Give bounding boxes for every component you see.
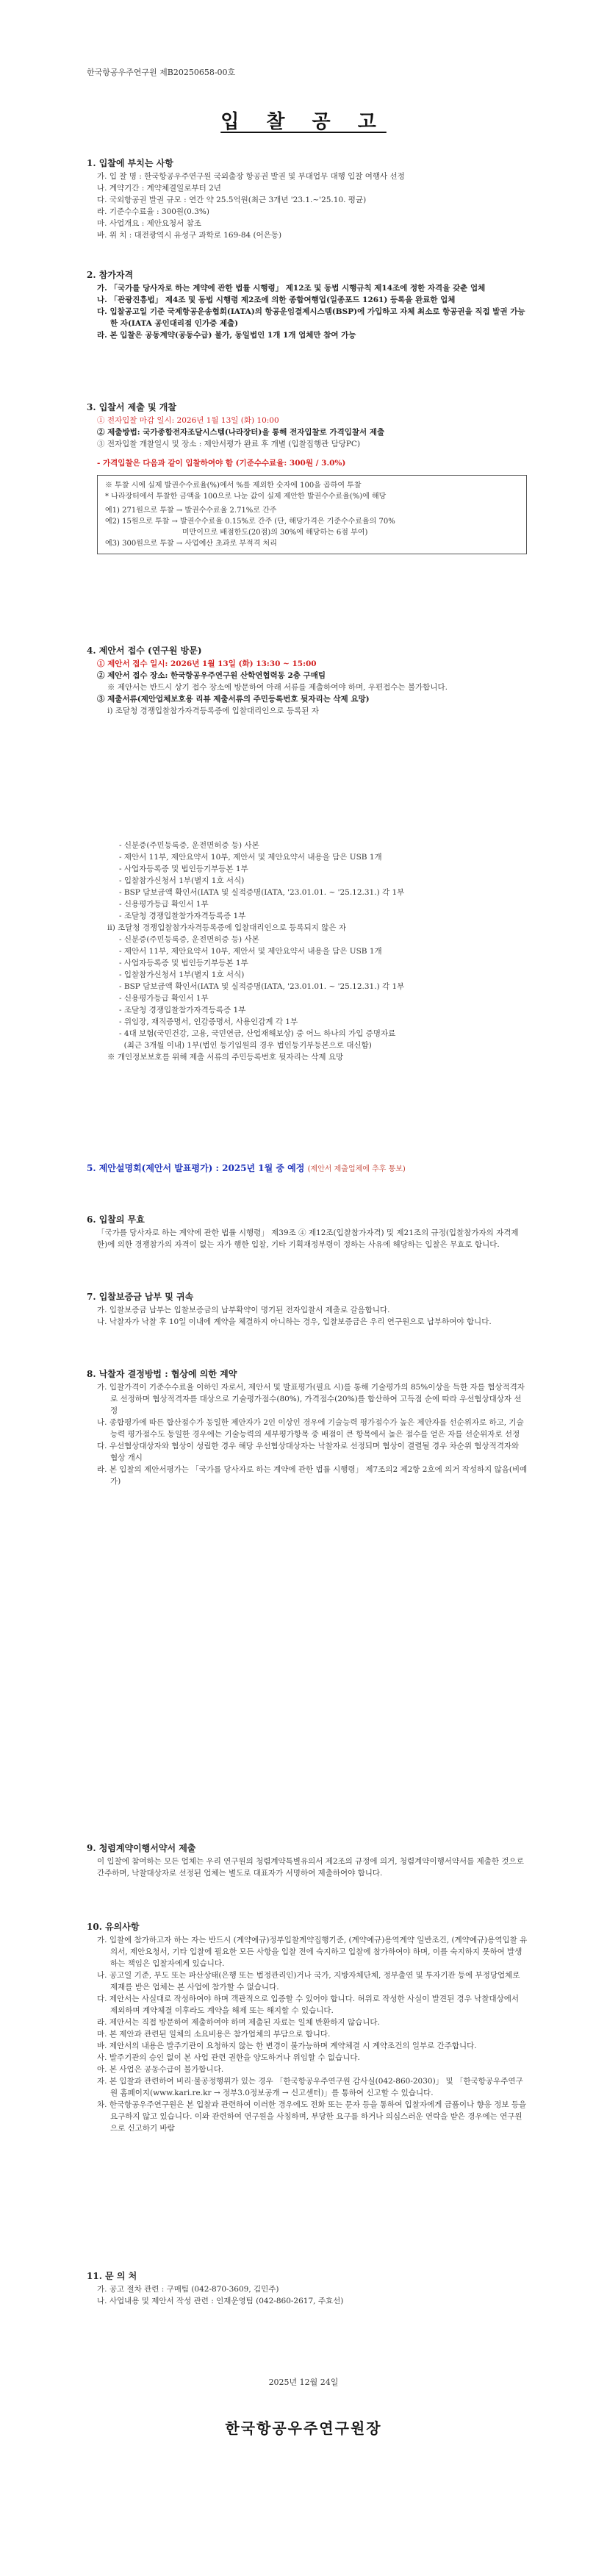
proposal-period: ① 제안서 접수 일시: 2026년 1월 13일 (화) 13:30 ~ 15:00 xyxy=(97,659,317,668)
section-line: 가. 입찰에 참가하고자 하는 자는 반드시 (계약예규)정부입찰계약집행기준, (계약예규)용역계약 일반조건, (계약예규)용역입찰 유의서, 제안요청서, 기타 입찰에 필요한 모든 사항을 입찰 전에 숙지하고 입찰에 참가하여야 하며, 이를 숙지하지 못하여 발생하는 책임은 입찰자에게 있습니다. xyxy=(97,1936,528,1968)
section-line: 나. 낙찰자가 낙찰 후 10일 이내에 계약을 체결하지 아니하는 경우, 입찰보증금은 우리 연구원으로 납부하여야 합니다. xyxy=(97,1317,492,1326)
section-line: 자. 본 입찰과 관련하여 비리·불공정행위가 있는 경우 「한국항공우주연구원 감사실(042-860-2030)」 및 「한국항공우주연구원 홈페이지(www.kari.re.kr → 정부3.0정보공개 → 신고센터)」를 통하여 신고할 수 있습니다. xyxy=(97,2077,523,2097)
qualification-item: 라. 본 입찰은 공동계약(공동수급) 불가, 동일법인 1개 1개 업체만 참여 가능 xyxy=(97,331,356,340)
section-line: 가. 입 찰 명 : 한국항공우주연구원 국외출장 항공권 발권 및 부대업무 대행 입찰 여행사 선정 xyxy=(97,172,405,181)
proposal-place: ② 제안서 접수 장소: 한국항공우주연구원 산학연협력동 2층 구매팀 xyxy=(97,671,326,680)
doc-item: - BSP 담보금액 확인서(IATA 및 실적증명(IATA, '23.01.01. ~ '25.12.31.) 각 1부 xyxy=(119,982,405,991)
box-line: 예3) 300원으로 투찰 → 사업예산 초과로 부적격 처리 xyxy=(105,540,277,548)
section-line: 마. 본 제안과 관련된 일체의 소요비용은 참가업체의 부담으로 합니다. xyxy=(97,2030,331,2039)
opening-info: ③ 전자입찰 개찰일시 및 장소 : 제안서평가 완료 후 개별 (입찰집행관 담당PC) xyxy=(97,440,361,448)
section-heading xyxy=(87,1162,528,1176)
section-heading: 1. 입찰에 부치는 사항 xyxy=(87,158,173,168)
section-line: 아. 본 사업은 공동수급이 불가합니다. xyxy=(97,2065,224,2074)
section-line: 사. 발주기관의 승인 없이 본 사업 관련 권한을 양도하거나 위임할 수 없습니다. xyxy=(97,2053,360,2062)
section-line: 라. 본 입찰의 제안서평가는 「국가를 당사자로 하는 계약에 관한 법률 시행령」 제7조의2 제2항 2호에 의거 작성하지 않음(비예가) xyxy=(97,1465,528,1486)
section-7 xyxy=(87,1290,528,1328)
issuer-name: 한국항공우주연구원장 xyxy=(225,2419,382,2437)
section-line: 마. 사업개요 : 제안요청서 참조 xyxy=(97,219,201,228)
doc-item: - 신분증(주민등록증, 운전면허증 등) 사본 xyxy=(119,841,259,850)
doc-item: - 입찰참가신청서 1부(별지 1호 서식) xyxy=(119,970,245,979)
section-line: 라. 제안서는 직접 방문하여 제출하여야 하며 제출된 자료는 일체 반환하지 않습니다. xyxy=(97,2018,380,2027)
section-heading: 9. 청렴계약이행서약서 제출 xyxy=(87,1843,196,1853)
section-line: 바. 제안서의 내용은 발주기관이 요청하지 않는 한 변경이 불가능하며 계약체결 시 계약조건의 일부로 간주합니다. xyxy=(97,2042,477,2050)
section-11 xyxy=(87,2269,528,2307)
doc-item: - 4대 보험(국민건강, 고용, 국민연금, 산업재해보상) 중 어느 하나의 가입 증명자료 xyxy=(119,1029,396,1038)
section-line: 가. 입찰가격이 기준수수료율 이하인 자로서, 제안서 및 발표평가(필요 시)를 통해 기술평가의 85%이상을 득한 자를 협상적격자로 선정하며 협상적격자를 대상으로 기술평가점수(80%), 가격점수(20%)를 합산하여 고득점 순에 따라 우선협상대상자 선정 xyxy=(97,1383,525,1415)
box-line: 예1) 271원으로 투찰 → 발권수수료율 2.71%로 간주 xyxy=(105,507,277,515)
doc-item: - 신용평가등급 확인서 1부 xyxy=(119,900,209,909)
contact-line: 나. 사업내용 및 제안서 작성 관련 : 인재운영팀 (042-860-2617, 주효선) xyxy=(97,2297,344,2305)
group-i-heading: ⅰ) 조달청 경쟁입찰참가자격등록증에 입찰대리인으로 등록된 자 xyxy=(107,706,319,715)
box-line: 예2) 15원으로 투찰 → 발권수수료율 0.15%로 간주 (단, 해당가격은 기준수수료율의 70% xyxy=(105,518,395,526)
section-heading: 8. 낙찰자 결정방법 : 협상에 의한 계약 xyxy=(87,1369,237,1379)
section-heading: 6. 입찰의 무효 xyxy=(87,1214,145,1225)
section-heading: 10. 유의사항 xyxy=(87,1922,140,1932)
section-line: 바. 위 치 : 대전광역시 유성구 과학로 169-84 (어은동) xyxy=(97,231,282,240)
doc-item: (최근 3개월 이내) 1부(법인 등기임원의 경우 법인등기부등본으로 대신함) xyxy=(119,1041,372,1050)
contact-line: 가. 공고 절차 관련 : 구매팀 (042-870-3609, 김민주) xyxy=(97,2285,279,2294)
doc-item: - 위임장, 재직증명서, 인감증명서, 사용인감계 각 1부 xyxy=(119,1017,298,1026)
bid-example-box xyxy=(97,475,527,554)
section-8 xyxy=(87,1367,528,1487)
doc-item: - 입찰참가신청서 1부(별지 1호 서식) xyxy=(119,876,245,885)
section-line: 나. 종합평가에 따른 합산점수가 동일한 제안자가 2인 이상인 경우에 기술능력 평가점수가 높은 제안자를 선순위자로 하고, 기술능력 평가점수도 동일한 경우에는 기술능력의 세부평가항목 중 배점이 큰 항목에서 높은 점수를 얻은 자를 선순위자로 선정 xyxy=(97,1418,524,1439)
qualification-item: 가. 「국가를 당사자로 하는 계약에 관한 법률 시행령」 제12조 및 동법 시행규칙 제14조에 정한 자격을 갖춘 업체 xyxy=(97,284,486,293)
box-line: ※ 투찰 시에 실제 발권수수료율(%)에서 %를 제외한 숫자에 100을 곱하여 투찰 xyxy=(105,482,362,490)
announcement-date: 2025년 12월 24일 xyxy=(268,2378,339,2387)
section-text: 이 입찰에 참여하는 모든 업체는 우리 연구원의 청렴계약특별유의서 제2조의 규정에 의거, 청렴계약이행서약서를 제출한 것으로 간주하며, 낙찰대상자로 선정된 업체는 별도로 대표자가 서명하여 제출하여야 합니다. xyxy=(97,1857,524,1878)
section-line: 라. 기준수수료율 : 300원(0.3%) xyxy=(97,207,209,216)
doc-item: - 사업자등록증 및 법인등기부등본 1부 xyxy=(119,865,248,873)
section-text: 「국가를 당사자로 하는 계약에 관한 법률 시행령」 제39조 ④ 제12조(입찰참가자격) 및 제21조의 규정(입찰참가자의 자격제한)에 의한 경쟁참가의 자격이 없는 자가 행한 입찰, 기타 기획재정부령이 정하는 사유에 해당하는 입찰은 무효로 합니다. xyxy=(97,1228,519,1249)
section-line: 다. 제안서는 사실대로 작성하여야 하며 객관적으로 입증할 수 있어야 합니다. 허위로 작성한 사실이 발견된 경우 낙찰대상에서 제외하며 계약체결 이후라도 계약을 해제 또는 해지할 수 있습니다. xyxy=(97,1994,520,2015)
doc-item: - 조달청 경쟁입찰참가자격등록증 1부 xyxy=(119,1006,246,1015)
section-10 xyxy=(87,1920,528,2134)
section-heading: 2. 참가자격 xyxy=(87,270,134,280)
section-line: 나. 계약기간 : 계약체결일로부터 2년 xyxy=(97,184,221,193)
section-5 xyxy=(87,1162,528,1176)
doc-item: - 제안서 11부, 제안요약서 10부, 제안서 및 제안요약서 내용을 담은 USB 1개 xyxy=(119,947,382,956)
document-number: 한국항공우주연구원 제B20250658-00호 xyxy=(87,68,236,77)
doc-item: - 조달청 경쟁입찰참가자격등록증 1부 xyxy=(119,912,246,920)
submit-deadline: ① 전자입찰 마감 일시: 2026년 1월 13일 (화) 10:00 xyxy=(97,416,279,425)
doc-item: - BSP 담보금액 확인서(IATA 및 실적증명(IATA, '23.01.01. ~ '25.12.31.) 각 1부 xyxy=(119,888,405,897)
section-heading: 4. 제안서 접수 (연구원 방문) xyxy=(87,645,202,656)
section-line: 다. 우선협상대상자와 협상이 성립한 경우 해당 우선협상대상자는 낙찰자로 선정되며 협상이 결렬될 경우 차순위 협상적격자와 협상 개시 xyxy=(97,1442,520,1462)
presentation-note: (제안서 제출업체에 추후 통보) xyxy=(307,1165,406,1173)
doc-item: - 제안서 11부, 제안요약서 10부, 제안서 및 제안요약서 내용을 담은 USB 1개 xyxy=(119,853,382,862)
section-line: 가. 입찰보증금 납부는 입찰보증금의 납부확약이 명기된 전자입찰서 제출로 갈음합니다. xyxy=(97,1306,390,1314)
doc-item: - 사업자등록증 및 법인등기부등본 1부 xyxy=(119,959,248,967)
section-4 xyxy=(87,644,528,717)
section-line: 차. 한국항공우주연구원은 본 입찰과 관련하여 이러한 경우에도 전화 또는 문자 등을 통하여 입찰자에게 금품이나 향응 정보 등을 요구하지 않고 있습니다. 이와 관련하여 연구원을 사칭하며, 부당한 요구를 하거나 의심스러운 연락을 받은 경우에는 연구원으로 신고하기 바람 xyxy=(97,2100,527,2133)
section-heading: 11. 문 의 처 xyxy=(87,2271,137,2281)
proposal-place-note: ※ 제안서는 반드시 상기 접수 장소에 방문하여 아래 서류를 제출하여야 하며, 우편접수는 불가합니다. xyxy=(107,683,448,692)
docs-list-i xyxy=(87,840,528,1063)
required-docs: ③ 제출서류(제안업체보호용 리뷰 제출서류의 주민등록번호 뒷자리는 삭제 요망) xyxy=(97,695,370,704)
section-heading: 3. 입찰서 제출 및 개찰 xyxy=(87,402,176,412)
section-2 xyxy=(87,268,528,341)
box-line: 미만이므로 배점한도(20점)의 30%에 해당하는 6점 부여) xyxy=(105,529,368,537)
section-6 xyxy=(87,1213,528,1251)
section-line: 나. 공고일 기준, 부도 또는 파산상태(은행 또는 법정관리인)거나 국가, 지방자체단체, 정부출연 및 투자기관 등에 부정당업체로 제재를 받은 업체는 본 사업에 참가할 수 없습니다. xyxy=(97,1971,520,1992)
doc-item: - 신용평가등급 확인서 1부 xyxy=(119,994,209,1003)
section-line: 다. 국외항공권 발권 규모 : 연간 약 25.5억원(최근 3개년 '23.1.~'25.10. 평균) xyxy=(97,196,367,204)
section-heading: 7. 입찰보증금 납부 및 귀속 xyxy=(87,1292,194,1302)
qualification-item: 다. 입찰공고일 기준 국제항공운송협회(IATA)의 항공운임결제시스템(BSP)에 가입하고 자체 최소로 항공권을 직접 발권 가능한 자(IATA 공인대리점 인가증 제출) xyxy=(97,307,525,328)
box-line: * 나라장터에서 투찰한 금액을 100으로 나눈 값이 실제 제안한 발권수수료율(%)에 해당 xyxy=(105,493,387,501)
bid-note: - 가격입찰은 다음과 같이 입찰하여야 함 (기준수수료율: 300원 / 3.0%) xyxy=(97,459,346,468)
section-1 xyxy=(87,157,528,241)
page-title: 입 찰 공 고 xyxy=(220,111,387,133)
presentation-heading: 5. 제안설명회(제안서 발표평가) : 2025년 1월 중 예정 xyxy=(87,1163,305,1173)
qualification-item: 나. 「관광진흥법」 제4조 및 동법 시행령 제2조에 의한 종합여행업(일종포드 1261) 등록을 완료한 업체 xyxy=(97,296,456,304)
submit-method: ② 제출방법: 국가종합전자조달시스템(나라장터)을 통해 전자입찰로 가격입찰서 제출 xyxy=(97,428,385,437)
section-9 xyxy=(87,1842,528,1879)
group-ii-heading: ⅱ) 조달청 경쟁입찰참가자격등록증에 입찰대리인으로 등록되지 않은 자 xyxy=(107,923,346,932)
docs-note: ※ 개인정보보호를 위해 제출 서류의 주민등록번호 뒷자리는 삭제 요망 xyxy=(107,1053,344,1062)
section-3 xyxy=(87,401,528,554)
doc-item: - 신분증(주민등록증, 운전면허증 등) 사본 xyxy=(119,935,259,944)
